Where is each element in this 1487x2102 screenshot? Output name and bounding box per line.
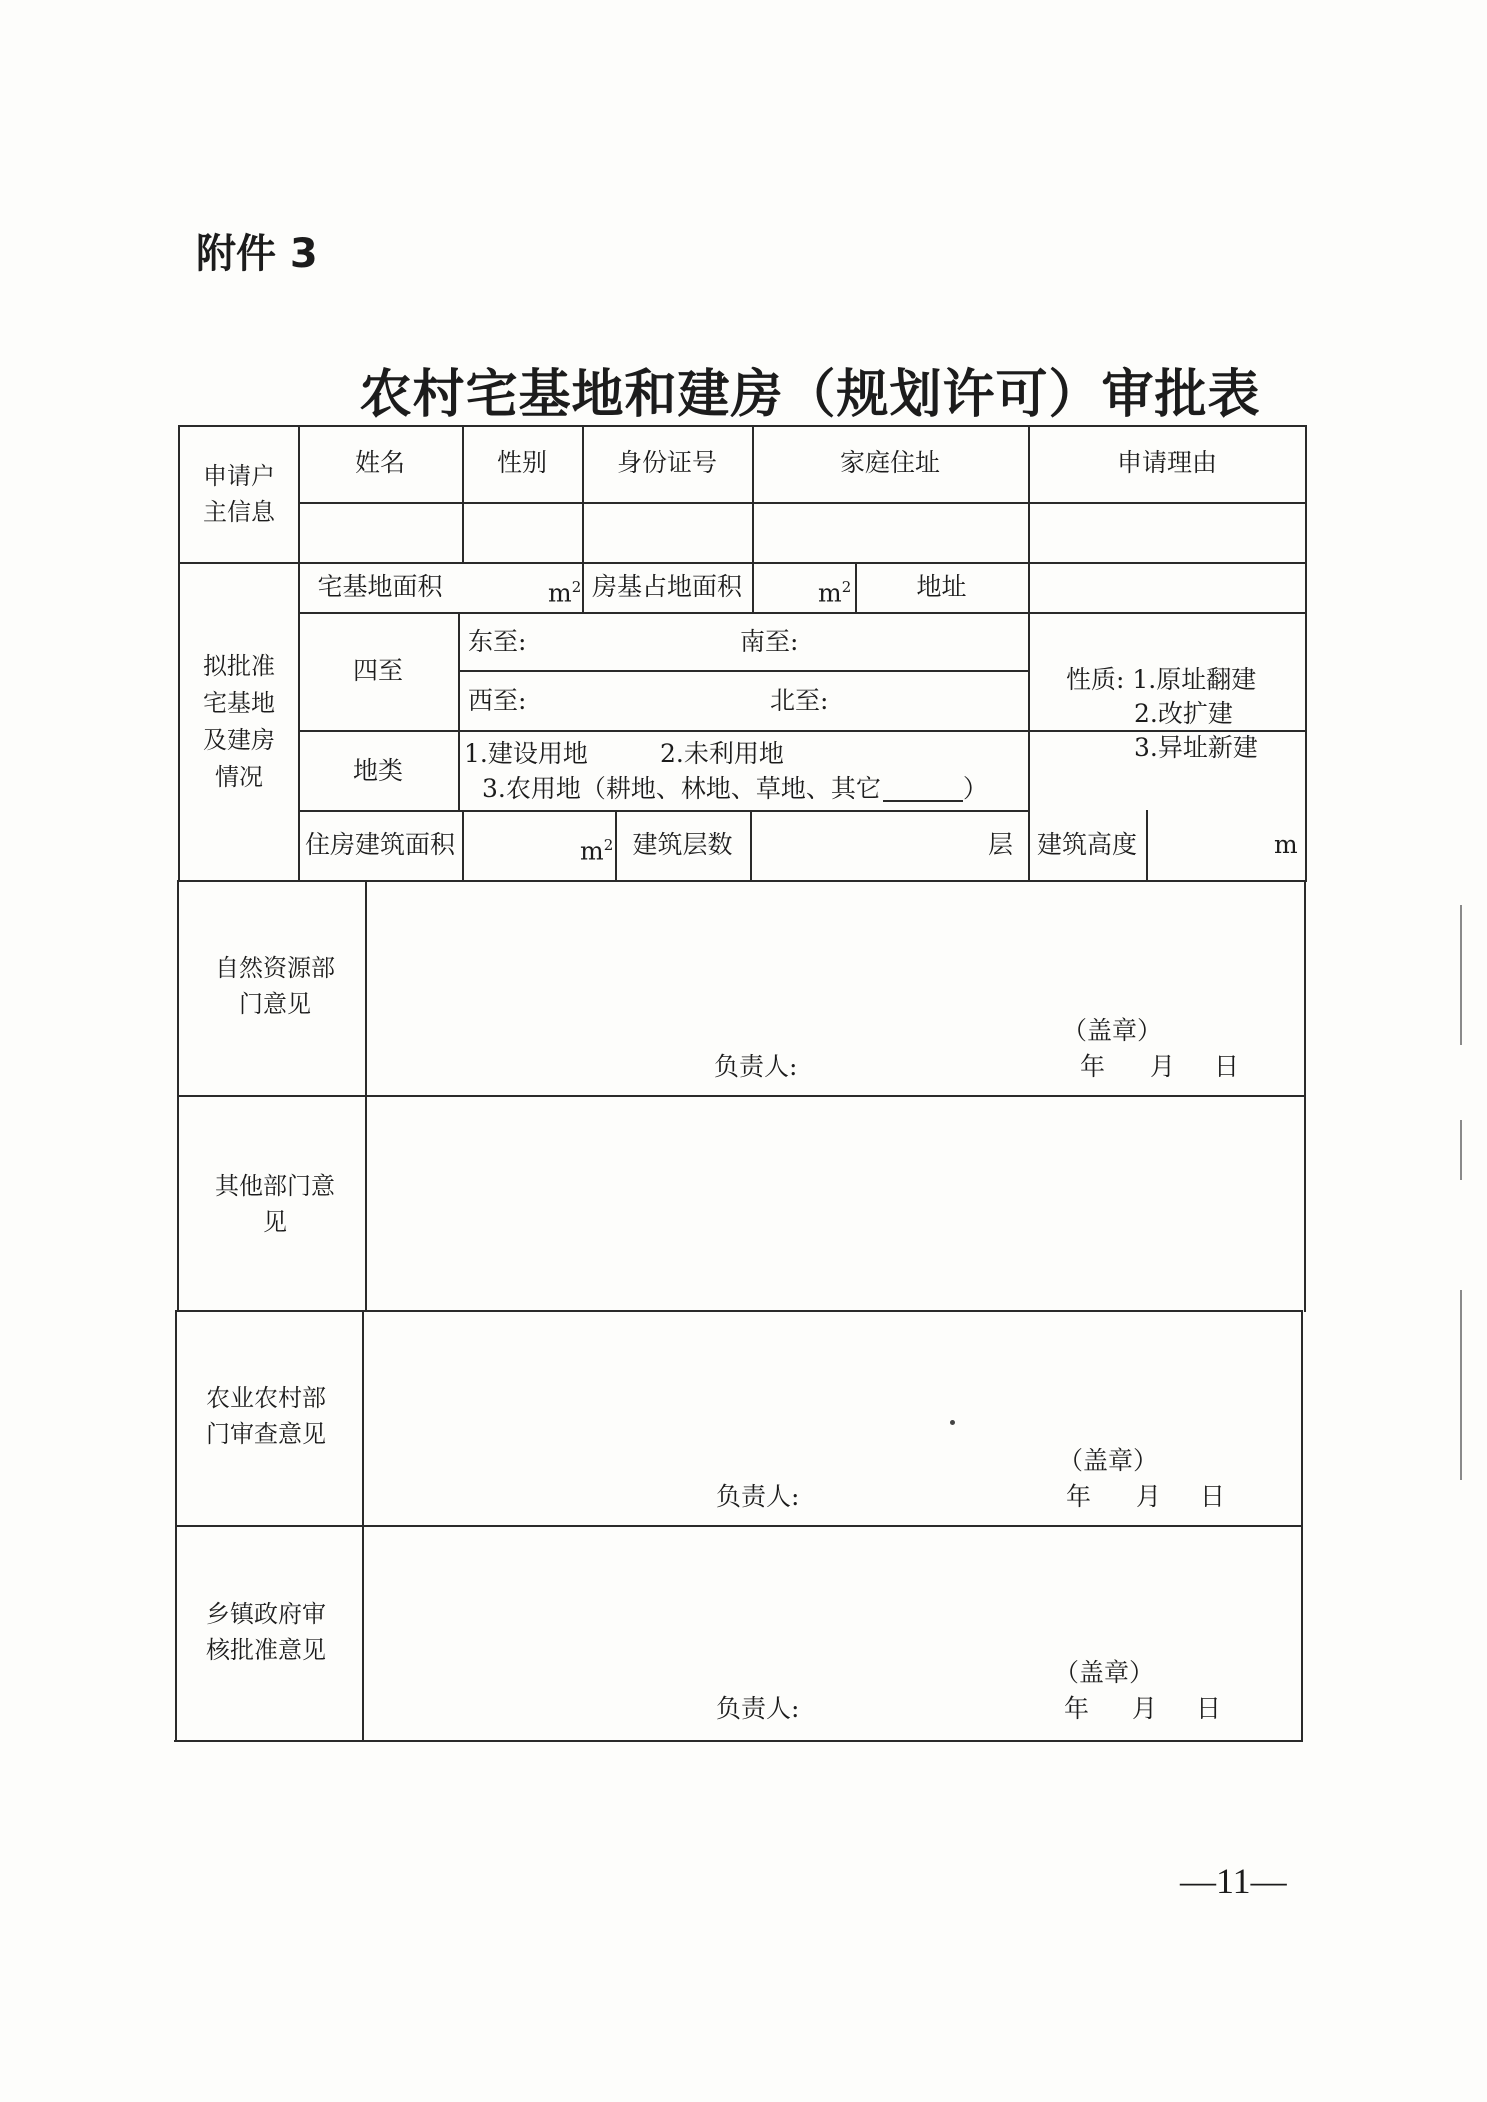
seal-label: （盖章） [1054,1658,1155,1687]
month-label: 月 [1150,1052,1176,1081]
reason-header: 申请理由 [1116,448,1217,477]
nature-option-3: 3.异址新建 [1134,733,1258,762]
name-header: 姓名 [354,448,405,477]
plan-section-label: 拟批准宅基地及建房情况 [203,652,275,791]
gender-header: 性别 [496,448,547,477]
north-boundary-label: 北至: [770,686,829,715]
responsible-person-label: 负责人: [716,1482,800,1511]
township-approval-opinion-label: 乡镇政府审核批准意见 [206,1600,326,1664]
west-boundary-label: 西至: [468,686,527,715]
page-number: —11— [1180,1861,1287,1901]
nature-option-1: 性质: 1.原址翻建 [1066,665,1257,694]
year-label: 年 [1066,1482,1092,1511]
footprint-area-label: 房基占地面积 [591,572,742,601]
attachment-label: 附件 3 [196,231,318,277]
floor-count-unit: 层 [988,830,1014,859]
homestead-area-label: 宅基地面积 [317,572,443,601]
scan-speck [950,1420,955,1425]
south-boundary-label: 南至: [740,627,799,656]
responsible-person-label: 负责人: [714,1052,798,1081]
responsible-person-label: 负责人: [716,1694,800,1723]
other-departments-opinion-label: 其他部门意见 [215,1172,335,1236]
address-label: 地址 [916,572,967,601]
floor-area-label: 住房建筑面积 [304,830,455,859]
month-label: 月 [1132,1694,1158,1723]
nature-option-2: 2.改扩建 [1134,699,1233,728]
boundaries-label: 四至 [352,656,403,685]
land-type-option-1: 1.建设用地 [464,739,588,768]
natural-resources-opinion-label: 自然资源部门意见 [215,954,335,1018]
scan-edge-mark [1460,905,1462,1045]
scan-edge-mark [1460,1120,1462,1180]
home-address-header: 家庭住址 [839,448,940,477]
day-label: 日 [1214,1052,1240,1081]
month-label: 月 [1136,1482,1162,1511]
form-title: 农村宅基地和建房（规划许可）审批表 [359,365,1261,425]
day-label: 日 [1196,1694,1222,1723]
year-label: 年 [1080,1052,1106,1081]
land-type-option-3: 3.农用地（耕地、林地、草地、其它 ） [482,774,988,803]
land-type-label: 地类 [352,756,403,785]
building-height-label: 建筑高度 [1036,830,1137,859]
seal-label: （盖章） [1058,1446,1159,1475]
seal-label: （盖章） [1062,1016,1163,1045]
applicant-info-label: 申请户主信息 [203,462,275,526]
year-label: 年 [1064,1694,1090,1723]
scan-edge-mark [1460,1290,1462,1480]
building-height-unit: m [1274,830,1298,859]
homestead-area-unit: $m^2$ [548,578,582,608]
floor-area-unit: $m^2$ [580,836,614,866]
floor-count-label: 建筑层数 [632,830,733,859]
footprint-area-unit: $m^2$ [818,578,852,608]
east-boundary-label: 东至: [468,627,527,656]
land-type-option-2: 2.未利用地 [660,739,784,768]
day-label: 日 [1200,1482,1226,1511]
agriculture-review-opinion-label: 农业农村部门审查意见 [206,1384,326,1448]
id-number-header: 身份证号 [616,448,717,477]
